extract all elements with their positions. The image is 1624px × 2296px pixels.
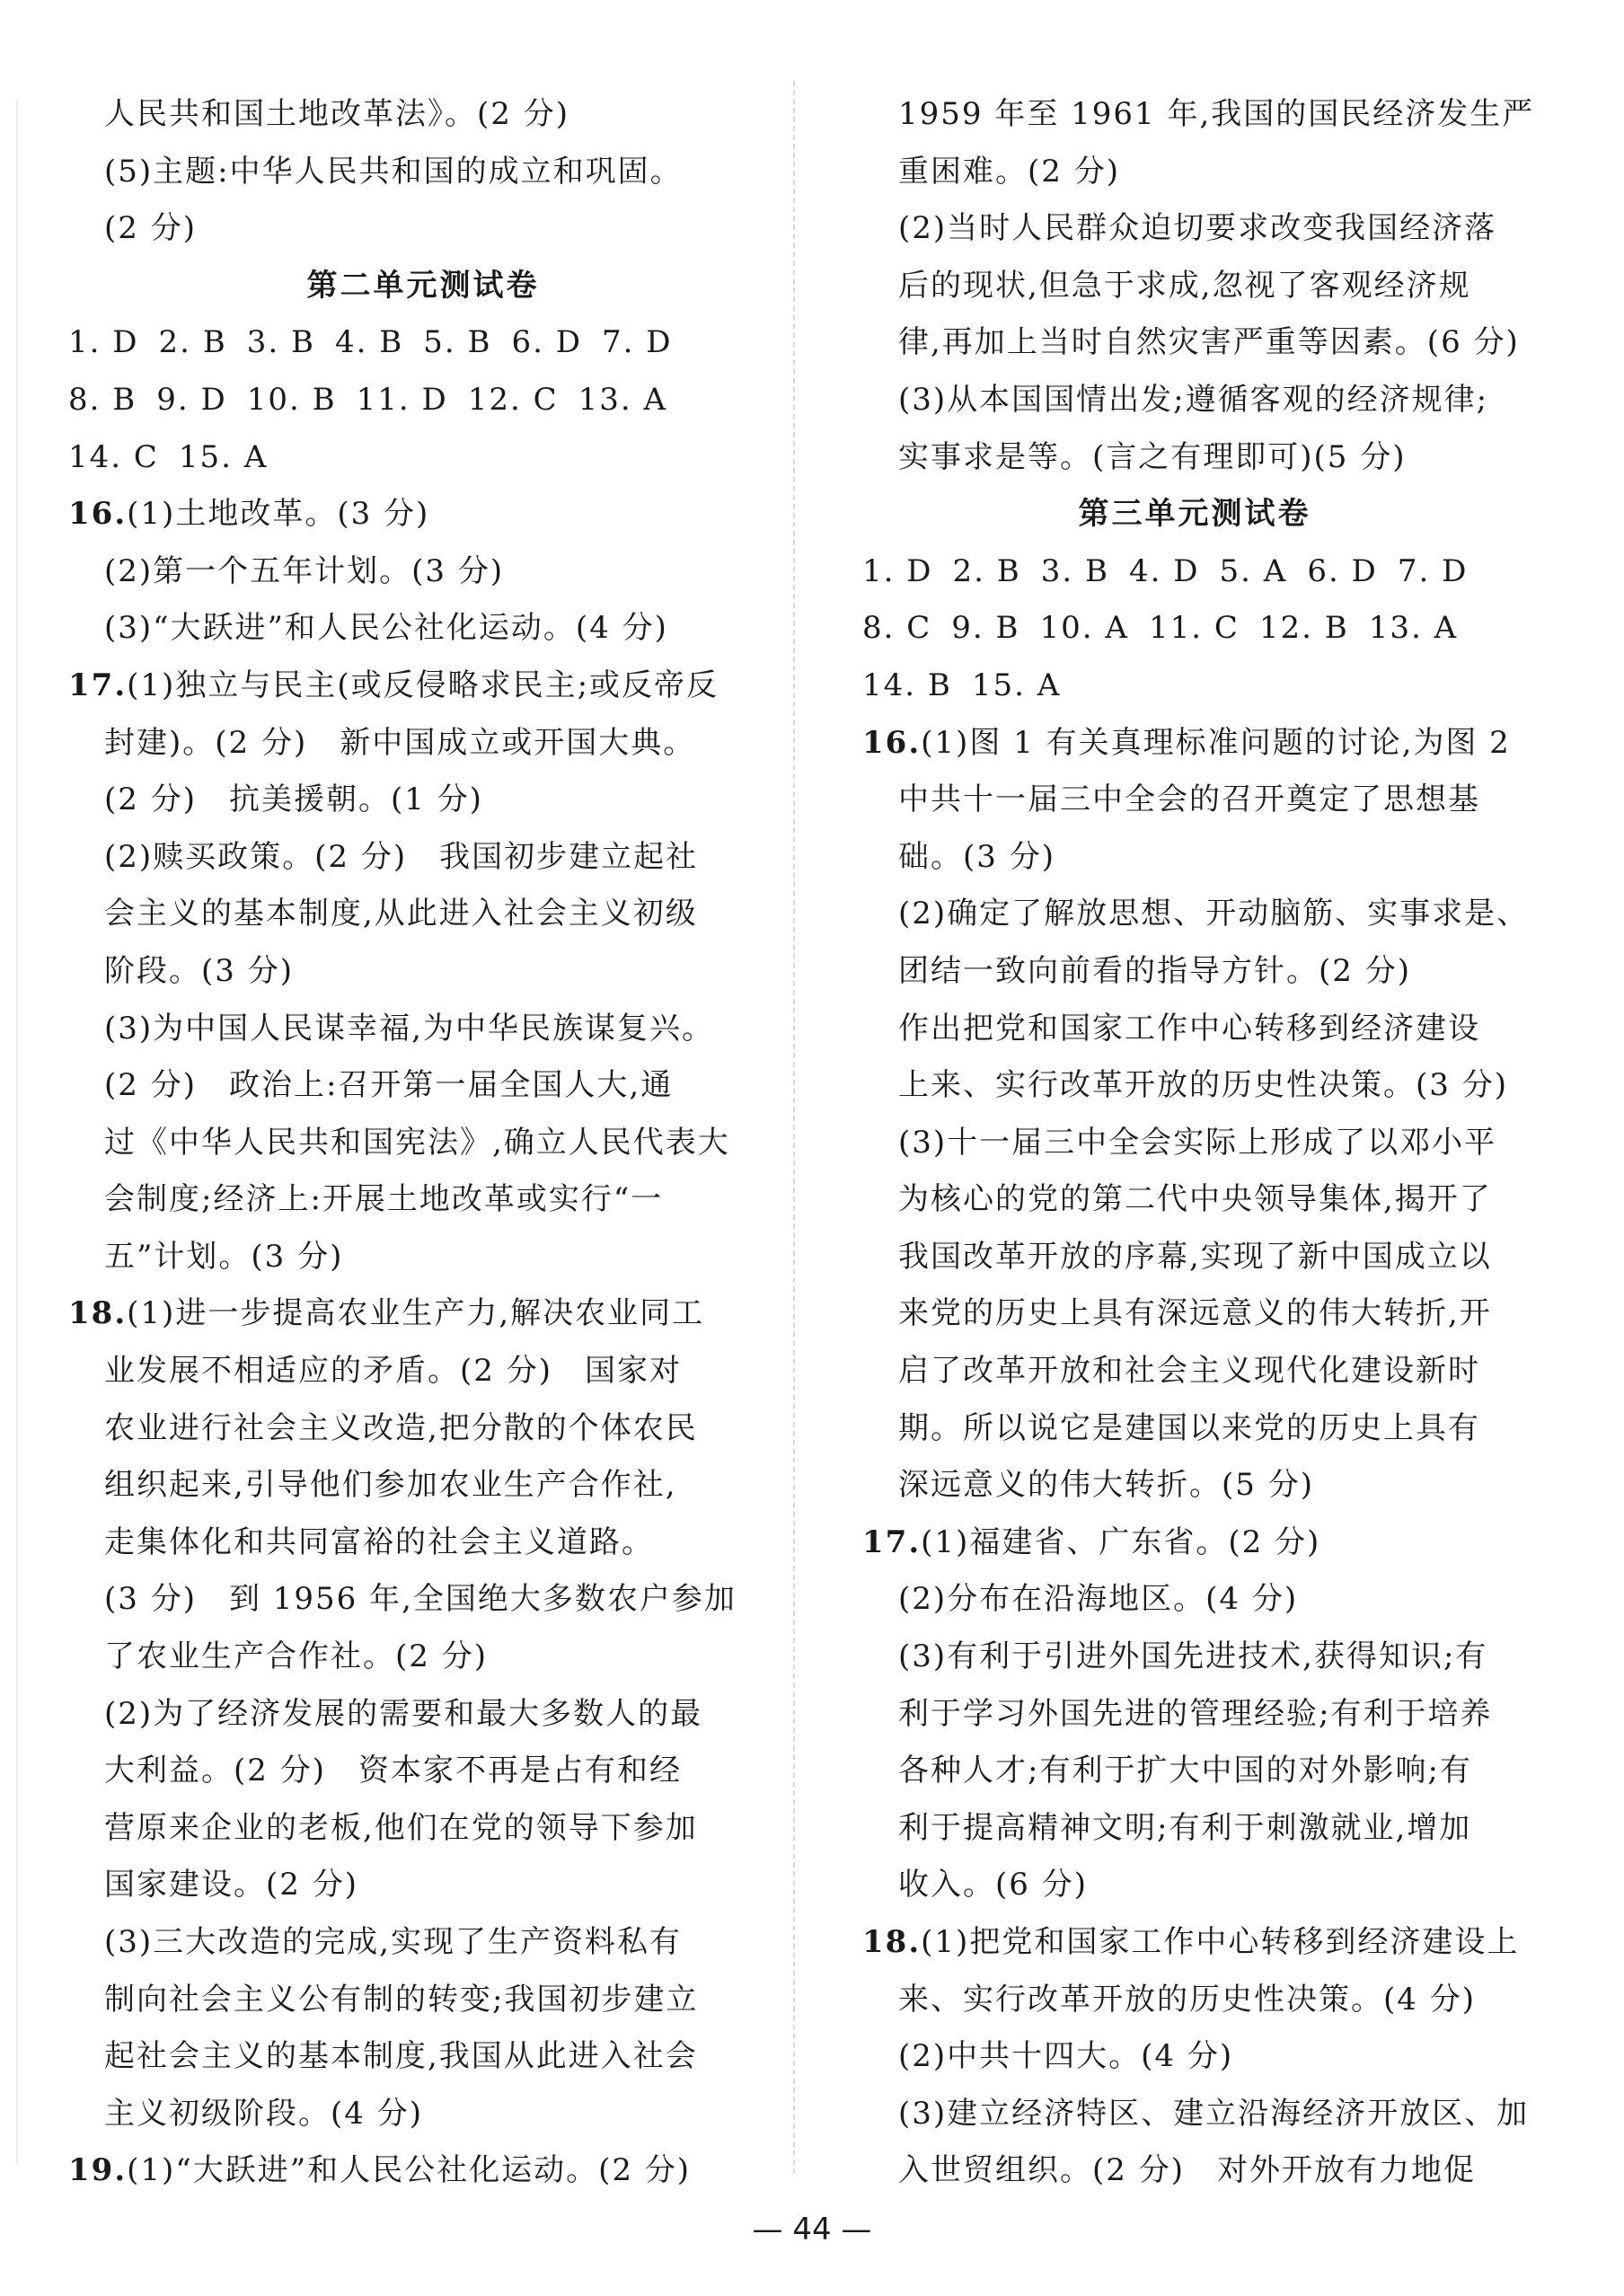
answer-text: (1)土地改革。(3 分) [127,496,430,533]
choice-answer: 8. B [68,381,137,418]
page-edge-mark [16,99,18,2165]
answer-line: 深远意义的伟大转折。(5 分) [898,1467,1314,1504]
answer-line: 了农业生产合作社。(2 分) [104,1638,488,1675]
question-answer-start [68,2142,778,2200]
answer-line: 律,再加上当时自然灾害严重等因素。(6 分) [898,324,1520,361]
answer-line: (3)从本国国情出发;遵循客观的经济规律; [898,381,1489,418]
answer-line: 来党的历史上具有深远意义的伟大转折,开 [898,1295,1492,1332]
answer-line: 重困难。(2 分) [898,153,1120,190]
answer-line: (2)当时人民群众迫切要求改变我国经济落 [898,210,1497,247]
answer-text: (1)进一步提高农业生产力,解决农业同工 [127,1295,705,1332]
question-number: 16. [862,724,922,761]
answer-line: (2 分) [104,210,197,247]
question-number: 17. [862,1523,922,1560]
answer-line: 营原来企业的老板,他们在党的领导下参加 [104,1809,698,1846]
section-heading: 第二单元测试卷 [306,267,540,304]
answer-line: 1959 年至 1961 年,我国的国民经济发生严 [898,96,1535,132]
answer-text: (1)“大跃进”和人民公社化运动。(2 分) [127,2152,692,2189]
question-number: 18. [862,1924,922,1960]
answer-line: (3)三大改造的完成,实现了生产资料私有 [104,1924,682,1960]
choice-answer: 14. B [862,667,952,703]
answer-line: (3)有利于引进外国先进技术,获得知识;有 [898,1638,1488,1675]
question-number: 16. [68,496,128,533]
answer-line: 会制度;经济上:开展土地改革或实行“一 [104,1181,664,1218]
answer-line: 起社会主义的基本制度,我国从此进入社会 [104,2038,698,2075]
choice-answer: 13. A [578,381,668,418]
choice-answer: 11. C [1148,610,1240,647]
choice-answer: 7. D [601,324,673,361]
choice-answer: 15. A [178,438,269,475]
choice-answers-row [68,372,778,429]
answer-line: 我国改革开放的序幕,实现了新中国成立以 [898,1238,1492,1275]
question-answer-start [68,1285,778,1343]
question-number: 17. [68,667,128,703]
answer-line: 利于学习外国先进的管理经验;有利于培养 [898,1695,1493,1732]
answer-line: 人民共和国土地改革法》。(2 分) [104,96,569,132]
answer-line: 制向社会主义公有制的转变;我国初步建立 [104,1981,699,2018]
answer-line: 作出把党和国家工作中心转移到经济建设 [898,1010,1480,1046]
answer-line: (3)十一届三中全会实际上形成了以邓小平 [898,1124,1497,1161]
answer-line: (2)中共十四大。(4 分) [898,2038,1234,2075]
answer-line: 团结一致向前看的指导方针。(2 分) [898,952,1411,989]
answer-line: 组织起来,引导他们参加农业生产合作社, [104,1467,677,1504]
answer-line: 上来、实行改革开放的历史性决策。(3 分) [898,1067,1508,1104]
choice-answer: 2. B [952,552,1021,589]
choice-answer: 10. B [246,381,337,418]
choice-answers-row [862,600,1527,658]
question-answer-start [68,658,778,715]
answer-line: (2)分布在沿海地区。(4 分) [898,1581,1299,1618]
answer-line: (3)为中国人民谋幸福,为中华民族谋复兴。 [104,1010,714,1046]
answer-line: (2 分) 抗美援朝。(1 分) [104,782,483,818]
choice-answer: 11. D [356,381,448,418]
answer-line: 封建)。(2 分) 新中国成立或开国大典。 [104,724,696,761]
answer-line: 五”计划。(3 分) [104,1238,344,1275]
page-number: — 44 — [752,2212,872,2247]
answer-line: 期。所以说它是建国以来党的历史上具有 [898,1409,1480,1446]
choice-answers-row [862,543,1527,601]
answer-line: (3)建立经济特区、建立沿海经济开放区、加 [898,2095,1530,2132]
answer-line: 收入。(6 分) [898,1867,1088,1903]
right-column [862,86,1535,2200]
answer-line: (2)赎买政策。(2 分) 我国初步建立起社 [104,838,699,875]
question-number: 18. [68,1295,128,1332]
answer-text: (1)把党和国家工作中心转移到经济建设上 [921,1924,1520,1960]
choice-answer: 14. C [68,438,159,475]
answer-line: 来、实行改革开放的历史性决策。(4 分) [898,1981,1476,2018]
choice-answer: 8. C [862,610,932,647]
choice-answer: 12. B [1258,610,1349,647]
answer-line: 启了改革开放和社会主义现代化建设新时 [898,1353,1480,1390]
answer-line: 中共十一届三中全会的召开奠定了思想基 [898,782,1480,818]
question-answer-start [68,486,778,543]
answer-line: 会主义的基本制度,从此进入社会主义初级 [104,896,698,932]
choice-answer: 1. D [68,324,139,361]
question-answer-start [862,1914,1527,1972]
answer-text: (1)独立与民主(或反侵略求民主;或反帝反 [127,667,719,703]
section-heading: 第三单元测试卷 [1078,496,1311,533]
answer-line: 各种人才;有利于扩大中国的对外影响;有 [898,1753,1472,1789]
answer-line: (5)主题:中华人民共和国的成立和巩固。 [104,153,683,190]
answer-line: 大利益。(2 分) 资本家不再是占有和经 [104,1753,682,1789]
choice-answer: 13. A [1368,610,1459,647]
choice-answer: 1. D [862,552,933,589]
answer-line: 阶段。(3 分) [104,952,294,989]
answer-line: 农业进行社会主义改造,把分散的个体农民 [104,1409,698,1446]
column-divider [793,81,795,2174]
answer-line: 利于提高精神文明;有利于刺激就业,增加 [898,1809,1472,1846]
answer-line: 主义初级阶段。(4 分) [104,2095,423,2132]
answer-line: (3 分) 到 1956 年,全国绝大多数农户参加 [104,1581,737,1618]
choice-answer: 3. B [1040,552,1109,589]
answer-line: 入世贸组织。(2 分) 对外开放有力地促 [898,2152,1476,2189]
answer-line: 实事求是等。(言之有理即可)(5 分) [898,438,1407,475]
question-answer-start [862,715,1527,773]
choice-answer: 12. C [467,381,559,418]
question-number: 19. [68,2152,128,2189]
choice-answers-row [68,314,778,372]
answer-line: (2)为了经济发展的需要和最大多数人的最 [104,1695,703,1732]
choice-answer: 4. D [1128,552,1200,589]
choice-answer: 3. B [246,324,315,361]
question-answer-start [862,1514,1527,1572]
choice-answer: 5. A [1219,552,1288,589]
answer-line: 为核心的党的第二代中央领导集体,揭开了 [898,1181,1492,1218]
answer-line: 走集体化和共同富裕的社会主义道路。 [104,1523,654,1560]
answer-line: 业发展不相适应的矛盾。(2 分) 国家对 [104,1353,682,1390]
choice-answer: 10. A [1039,610,1129,647]
answer-line: (2)确定了解放思想、开动脑筋、实事求是、 [898,896,1530,932]
choice-answer: 6. D [511,324,582,361]
answer-line: 础。(3 分) [898,838,1055,875]
choice-answer: 2. B [158,324,227,361]
choice-answer: 5. B [423,324,492,361]
answer-line: 国家建设。(2 分) [104,1867,358,1903]
answer-line: (3)“大跃进”和人民公社化运动。(4 分) [104,610,668,647]
answer-line: (2 分) 政治上:召开第一届全国人大,通 [104,1067,674,1104]
answer-text: (1)福建省、广东省。(2 分) [921,1523,1321,1560]
answer-line: 过《中华人民共和国宪法》,确立人民代表大 [104,1124,730,1161]
left-column [68,86,778,2200]
choice-answer: 6. D [1307,552,1378,589]
choice-answers-row [862,658,1527,715]
answer-text: (1)图 1 有关真理标准问题的讨论,为图 2 [921,724,1511,761]
choice-answer: 9. B [951,610,1020,647]
answer-line: (2)第一个五年计划。(3 分) [104,552,505,589]
choice-answer: 9. D [156,381,227,418]
answer-line: 后的现状,但急于求成,忽视了客观经济规 [898,267,1471,304]
choice-answer: 7. D [1397,552,1469,589]
choice-answer: 4. B [334,324,404,361]
choice-answers-row [68,429,778,487]
choice-answer: 15. A [971,667,1062,703]
